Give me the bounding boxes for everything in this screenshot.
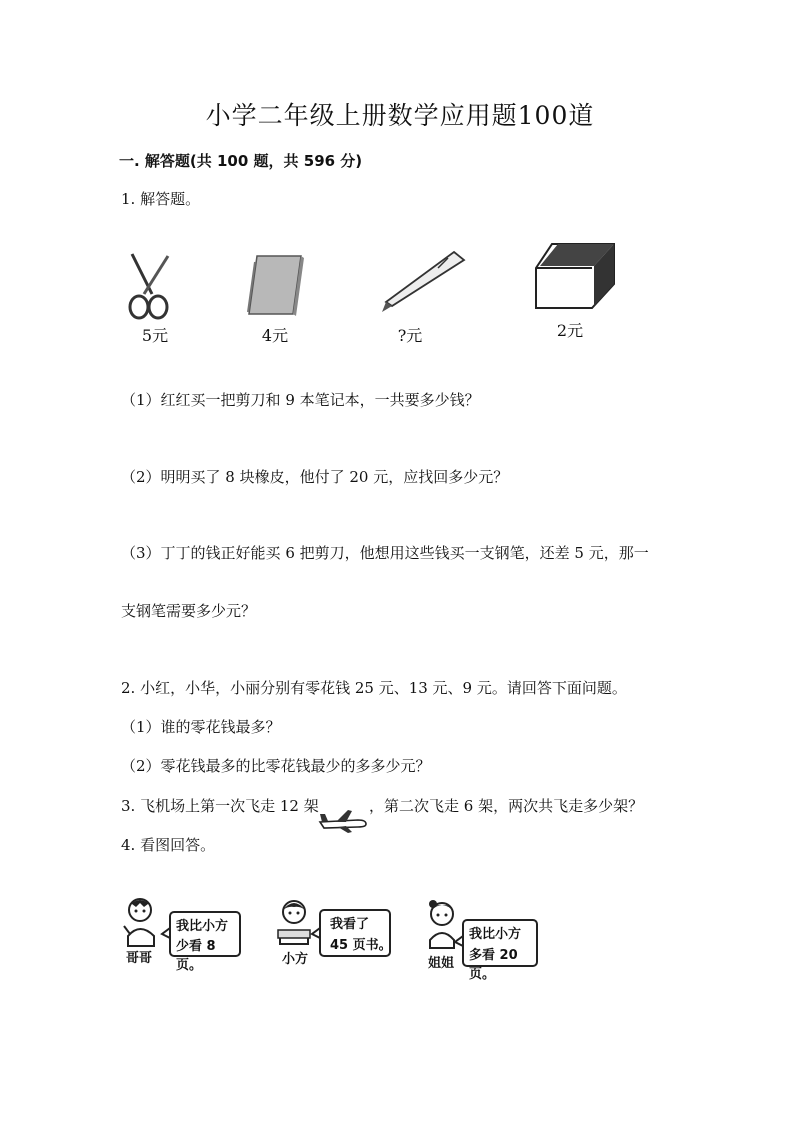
eraser-icon [532, 240, 618, 312]
q2-stem: 2. 小红，小华，小丽分别有零花钱 25 元、13 元、9 元。请回答下面问题。 [121, 679, 627, 697]
q2-sub1: （1）谁的零花钱最多？ [121, 718, 281, 736]
section-heading: 一. 解答题(共 100 题，共 596 分) [119, 152, 363, 170]
q1-sub2: （2）明明买了 8 块橡皮，他付了 20 元，应找回多少元？ [121, 468, 509, 486]
name-brother: 哥哥 [126, 951, 153, 966]
name-xiaofang: 小方 [282, 952, 309, 967]
q2-sub2: （2）零花钱最多的比零花钱最少的多多少元？ [121, 757, 431, 775]
q1-sub3-line2: 支钢笔需要多少元？ [121, 602, 257, 620]
bubble-xiaofang [312, 908, 392, 960]
q4-stem: 4. 看图回答。 [121, 836, 216, 854]
q1-stem: 1. 解答题。 [121, 190, 201, 208]
bubble-brother [162, 910, 242, 973]
q3-text-part1: 3. 飞机场上第一次飞走 12 架 [121, 797, 319, 815]
scissors-price: 5元 [141, 326, 169, 345]
scissors-icon [122, 252, 174, 320]
bubble-sister-line1: 我比小方 [469, 927, 522, 942]
pen-price: ?元 [397, 326, 423, 345]
bubble-brother-line1: 我比小方 [176, 919, 229, 934]
q1-sub1: （1）红红买一把剪刀和 9 本笔记本，一共要多少钱？ [121, 391, 480, 409]
pen-icon [378, 250, 466, 314]
q1-sub3-line1: （3）丁丁的钱正好能买 6 把剪刀，他想用这些钱买一支钢笔，还差 5 元，那一 [121, 544, 649, 562]
bubble-sister-line2: 多看 20 页。 [469, 948, 518, 982]
notebook-price: 4元 [261, 326, 289, 345]
name-sister: 姐姐 [428, 956, 455, 971]
airplane-icon [318, 806, 368, 834]
bubble-brother-line2: 少看 8 页。 [176, 939, 216, 973]
eraser-price: 2元 [556, 321, 584, 340]
bubble-xiaofang-line1: 我看了 [330, 917, 370, 932]
boy-figure-icon [120, 896, 162, 946]
notebook-icon [243, 252, 305, 318]
bubble-sister [455, 918, 539, 982]
bubble-xiaofang-line2: 45 页书。 [330, 938, 392, 953]
q3-text-part2: ，第二次飞走 6 架，两次共飞走多少架？ [369, 797, 644, 815]
child-figure-icon [272, 898, 316, 948]
page-title: 小学二年级上册数学应用题100道 [205, 101, 595, 130]
